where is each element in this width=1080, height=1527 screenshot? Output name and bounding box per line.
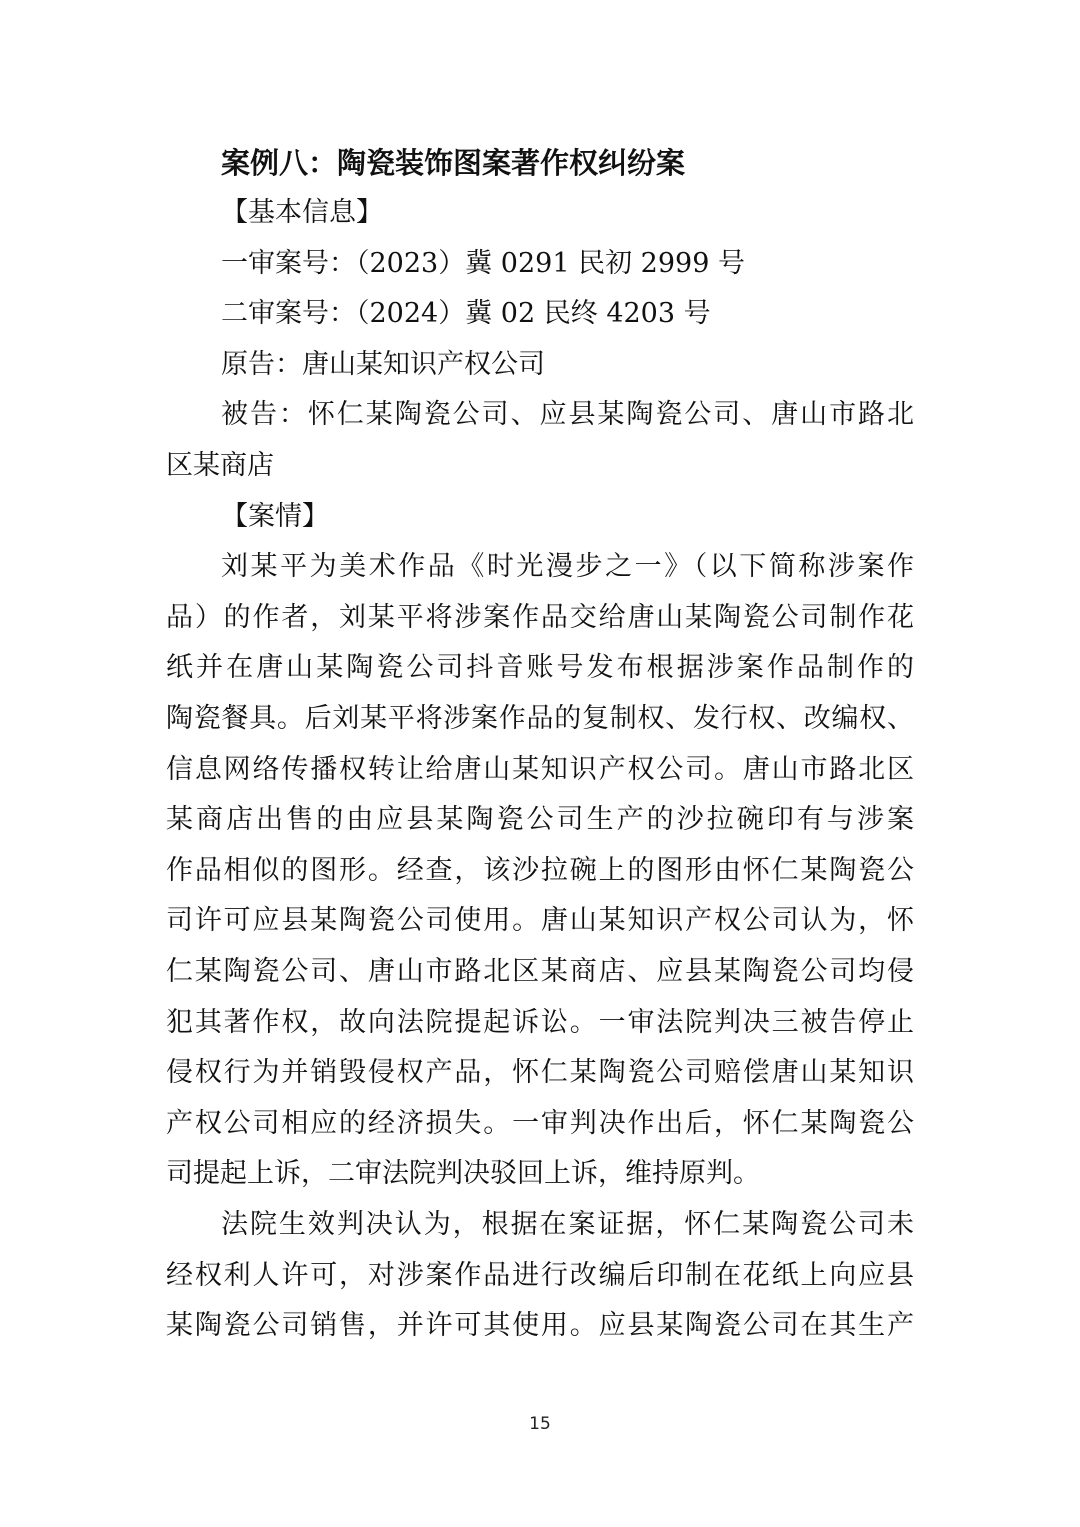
paragraph-line: 某商店出售的由应县某陶瓷公司生产的沙拉碗印有与涉案 (166, 804, 914, 835)
basic-info-heading: 【基本信息】 (221, 197, 383, 228)
paragraph-line: 仁某陶瓷公司、唐山市路北区某商店、应县某陶瓷公司均侵 (166, 956, 914, 987)
case-title: 案例八：陶瓷装饰图案著作权纠纷案 (221, 146, 686, 180)
paragraph-line: 信息网络传播权转让给唐山某知识产权公司。唐山市路北区 (166, 754, 914, 785)
paragraph-line: 侵权行为并销毁侵权产品，怀仁某陶瓷公司赔偿唐山某知识 (166, 1057, 914, 1088)
paragraph-line: 法院生效判决认为，根据在案证据，怀仁某陶瓷公司未 (221, 1209, 914, 1240)
case-facts-heading: 【案情】 (221, 501, 329, 532)
defendant-line: 被告：怀仁某陶瓷公司、应县某陶瓷公司、唐山市路北 (221, 399, 914, 430)
paragraph-line: 纸并在唐山某陶瓷公司抖音账号发布根据涉案作品制作的 (166, 652, 914, 683)
defendant-line-continued: 区某商店 (166, 450, 274, 481)
paragraph-line: 某陶瓷公司销售，并许可其使用。应县某陶瓷公司在其生产 (166, 1310, 914, 1341)
page-number: 15 (529, 1414, 551, 1434)
paragraph-line: 陶瓷餐具。后刘某平将涉案作品的复制权、发行权、改编权、 (166, 703, 914, 734)
paragraph-line: 经权利人许可，对涉案作品进行改编后印制在花纸上向应县 (166, 1260, 914, 1291)
paragraph-line: 司提起上诉，二审法院判决驳回上诉，维持原判。 (166, 1158, 760, 1189)
second-instance-case-number: 二审案号：（2024）冀 02 民终 4203 号 (221, 298, 711, 329)
paragraph-line: 刘某平为美术作品《时光漫步之一》（以下简称涉案作 (221, 551, 914, 582)
paragraph-line: 产权公司相应的经济损失。一审判决作出后，怀仁某陶瓷公 (166, 1108, 914, 1139)
first-instance-case-number: 一审案号：（2023）冀 0291 民初 2999 号 (221, 248, 745, 279)
paragraph-line: 犯其著作权，故向法院提起诉讼。一审法院判决三被告停止 (166, 1007, 914, 1038)
paragraph-line: 品）的作者，刘某平将涉案作品交给唐山某陶瓷公司制作花 (166, 602, 914, 633)
paragraph-line: 司许可应县某陶瓷公司使用。唐山某知识产权公司认为，怀 (166, 905, 914, 936)
paragraph-line: 作品相似的图形。经查，该沙拉碗上的图形由怀仁某陶瓷公 (166, 855, 914, 886)
plaintiff-line: 原告：唐山某知识产权公司 (221, 349, 545, 380)
